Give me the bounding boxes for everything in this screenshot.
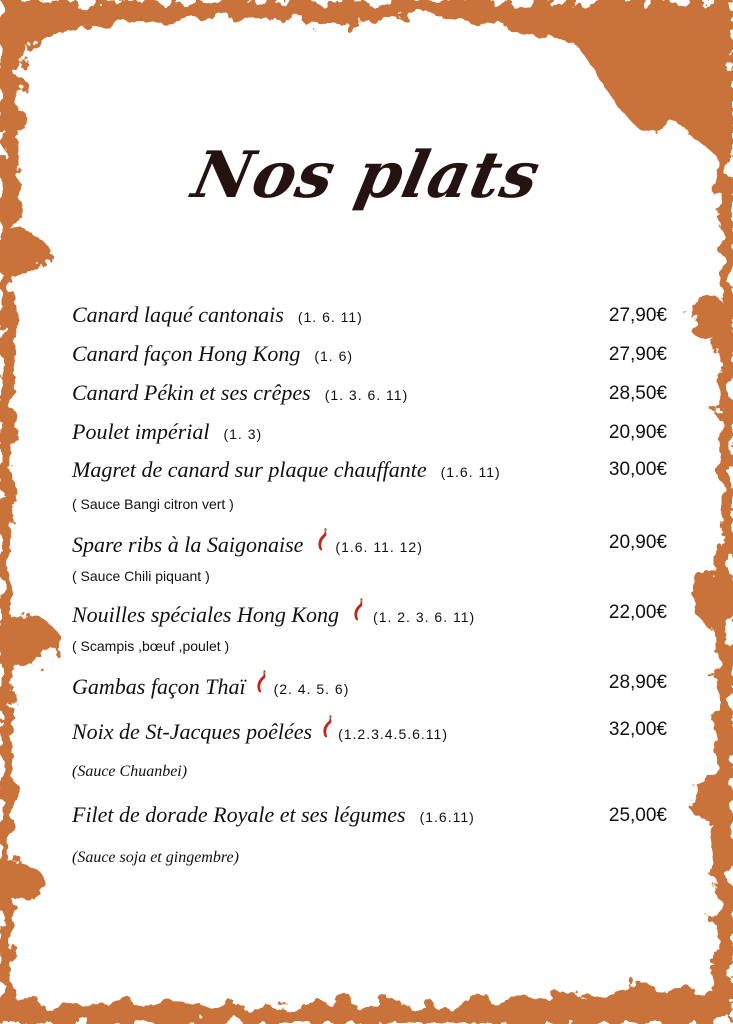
dish-price: 27,90€ [608, 305, 667, 326]
allergen-codes: (1. 3. 6. 11) [324, 387, 409, 403]
allergen-codes: (1.6. 11. 12) [335, 539, 423, 555]
chili-pepper-icon [320, 715, 334, 739]
dish-note: (Sauce Chuanbei) [72, 763, 188, 780]
dish-price: 27,90€ [608, 344, 667, 365]
page-title: Nos plats [186, 138, 547, 213]
dish-name: Canard Pékin et ses crêpes [72, 380, 311, 405]
chili-pepper-icon [351, 598, 365, 622]
dish-price: 28,90€ [608, 672, 667, 693]
dish-price: 30,00€ [608, 459, 667, 480]
dish-price: 22,00€ [608, 602, 667, 623]
menu-item [72, 457, 667, 483]
allergen-codes: (1. 6) [314, 348, 354, 364]
dish-note: ( Sauce Chili piquant ) [72, 568, 210, 584]
allergen-codes: (1.2.3.4.5.6.11) [338, 726, 448, 742]
allergen-codes: (1. 2. 3. 6. 11) [373, 609, 476, 625]
dish-price: 20,90€ [608, 532, 667, 553]
dish-name: Spare ribs à la Saigonaise [72, 532, 304, 557]
dish-name: Gambas façon Thaï [72, 674, 246, 699]
allergen-codes: (2. 4. 5. 6) [273, 681, 350, 697]
dish-note: (Sauce soja et gingembre) [72, 849, 239, 866]
menu-item [72, 715, 667, 745]
dish-price: 20,90€ [608, 422, 667, 443]
dish-name: Nouilles spéciales Hong Kong [72, 602, 340, 627]
dish-name: Poulet impérial [72, 419, 210, 444]
dish-price: 28,50€ [608, 383, 667, 404]
menu-item [72, 528, 667, 558]
dish-name: Noix de St-Jacques poêlées [72, 719, 313, 744]
dish-price: 25,00€ [608, 805, 667, 826]
menu-item [72, 341, 667, 367]
dish-note: ( Scampis ,bœuf ,poulet ) [72, 638, 230, 654]
menu-item [72, 670, 667, 700]
allergen-codes: (1.6. 11) [440, 464, 501, 480]
allergen-codes: (1.6.11) [419, 809, 475, 825]
allergen-codes: (1. 6. 11) [297, 309, 363, 325]
dish-price: 32,00€ [608, 719, 667, 740]
dish-name: Filet de dorade Royale et ses légumes [72, 802, 406, 827]
chili-pepper-icon [254, 670, 268, 694]
dish-name: Magret de canard sur plaque chauffante [72, 457, 427, 482]
menu-item [72, 802, 667, 828]
menu-item [72, 419, 667, 445]
dish-note: ( Sauce Bangi citron vert ) [72, 496, 234, 512]
dish-name: Canard façon Hong Kong [72, 341, 301, 366]
dish-name: Canard laqué cantonais [72, 302, 284, 327]
allergen-codes: (1. 3) [223, 426, 263, 442]
chili-pepper-icon [315, 528, 329, 552]
menu-item [72, 598, 667, 628]
menu-item [72, 380, 667, 406]
menu-item [72, 302, 667, 328]
